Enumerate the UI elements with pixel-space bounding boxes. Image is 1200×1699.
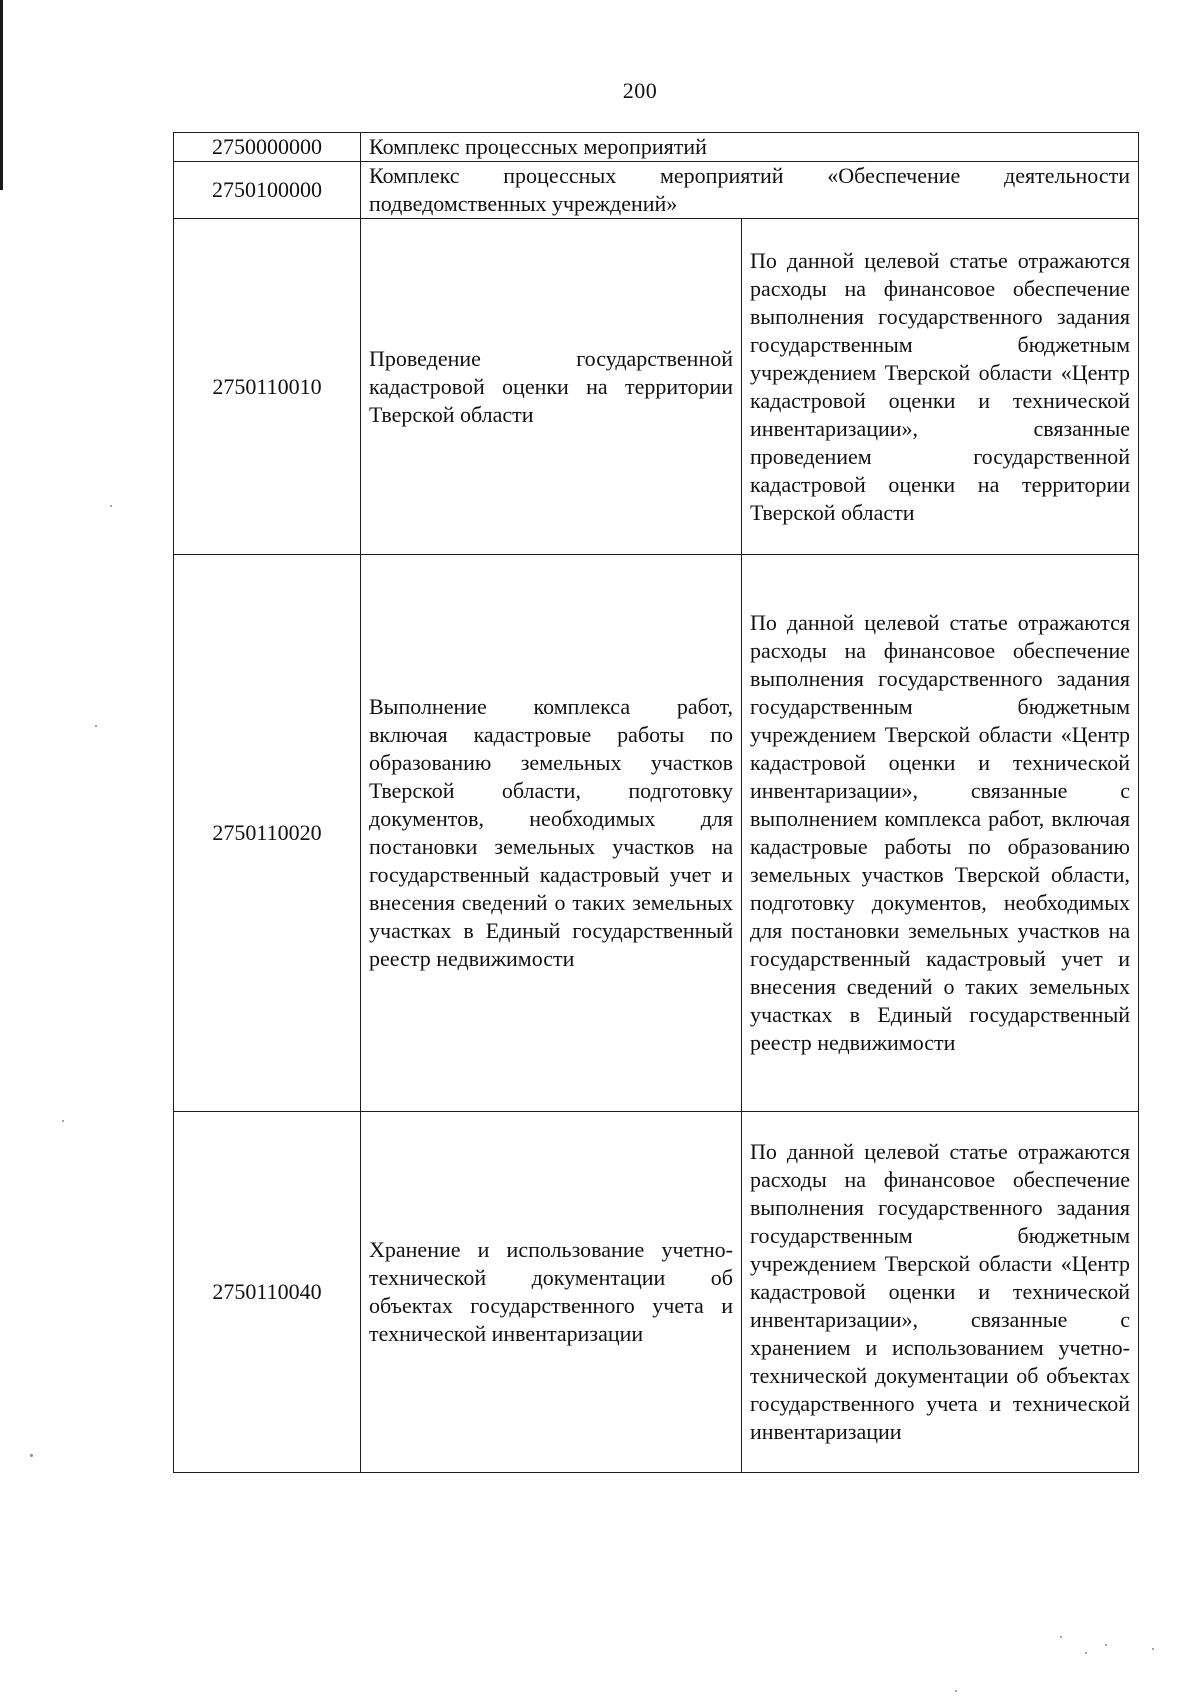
name-cell: Комплекс процессных мероприятий (361, 133, 1139, 162)
scan-speck (30, 1454, 33, 1457)
scan-speck (1105, 1644, 1107, 1646)
table-row (174, 1112, 1139, 1473)
code-cell: 2750000000 (174, 133, 361, 162)
code-cell: 2750100000 (174, 162, 361, 219)
table-row (174, 133, 1139, 162)
name-cell: Выполнение комплекса работ, включая кадастровые работы по образованию земельных участков Тверской области, подготовку документов, необходимых для постановки земельных участков на государственный кадастровый учет и внесения сведений о таких земельных участках в Единый государственный реестр недвижимости (361, 555, 742, 1112)
table-row (174, 162, 1139, 219)
scan-speck (62, 1120, 64, 1122)
description-cell: По данной целевой статье отражаются расходы на финансовое обеспечение выполнения государственного задания государственным бюджетным учреждением Тверской области «Центр кадастровой оценки и технической инвентаризации», связанные с хранением и использованием учетно-технической документации об объектах государственного учета и технической инвентаризации (742, 1112, 1139, 1473)
scan-speck (1152, 1648, 1154, 1650)
budget-classification-table (173, 132, 1139, 1473)
code-cell: 2750110010 (174, 219, 361, 555)
name-cell: Комплекс процессных мероприятий «Обеспечение деятельности подведомственных учреждений» (361, 162, 1139, 219)
scan-speck (955, 1690, 957, 1692)
table-row (174, 219, 1139, 555)
code-cell: 2750110020 (174, 555, 361, 1112)
description-cell: По данной целевой статье отражаются расходы на финансовое обеспечение выполнения государственного задания государственным бюджетным учреждением Тверской области «Центр кадастровой оценки и технической инвентаризации», связанные проведением государственной кадастровой оценки на территории Тверской области (742, 219, 1139, 555)
name-cell: Хранение и использование учетно-технической документации об объектах государственного учета и технической инвентаризации (361, 1112, 742, 1473)
scan-speck (1060, 1636, 1062, 1638)
page-number: 200 (622, 78, 658, 103)
scan-speck (95, 725, 97, 727)
scan-speck (110, 505, 112, 507)
description-cell: По данной целевой статье отражаются расходы на финансовое обеспечение выполнения государственного задания государственным бюджетным учреждением Тверской области «Центр кадастровой оценки и технической инвентаризации», связанные с выполнением комплекса работ, включая кадастровые работы по образованию земельных участков Тверской области, подготовку документов, необходимых для постановки земельных участков на государственный кадастровый учет и внесения сведений о таких земельных участках в Единый государственный реестр недвижимости (742, 555, 1139, 1112)
table-row (174, 555, 1139, 1112)
scan-speck (1085, 1652, 1087, 1654)
name-cell: Проведение государственной кадастровой оценки на территории Тверской области (361, 219, 742, 555)
code-cell: 2750110040 (174, 1112, 361, 1473)
